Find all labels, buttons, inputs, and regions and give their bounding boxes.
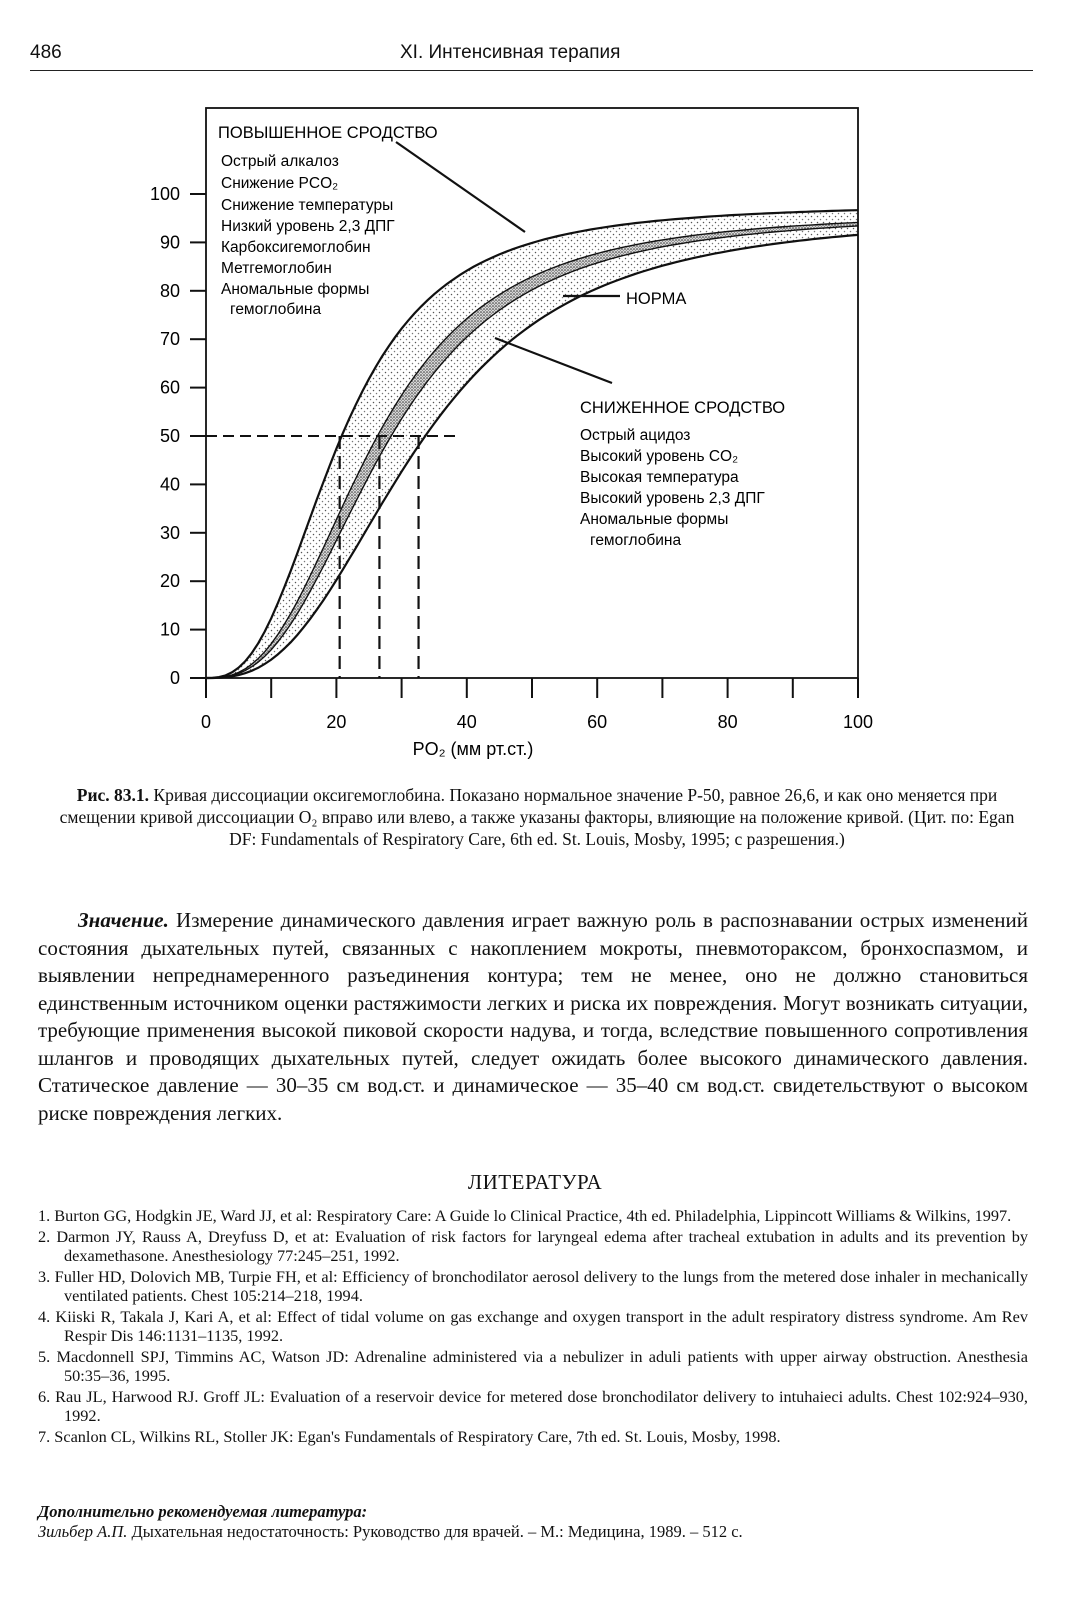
additional-literature-heading: Дополнительно рекомендуемая литература:	[38, 1502, 368, 1521]
page-header	[30, 38, 1033, 71]
oxyhemoglobin-dissociation-figure	[0, 95, 1070, 775]
reference-item: 5. Macdonnell SPJ, Timmins AC, Watson JD: Adrenaline administered via a nebulizer in aduli patients with upper airway obstruction. Anesthesia 50:35–36, 1995.	[38, 1346, 1028, 1385]
factor-text: Снижение температуры	[221, 197, 394, 214]
additional-literature-text: Дыхательная недостаточность: Руководство для врачей. – М.: Медицина, 1989. – 512 с.	[131, 1522, 743, 1541]
additional-literature	[38, 1502, 1028, 1542]
y-tick-label: 100	[149, 184, 180, 204]
decreased-affinity-leader	[495, 338, 612, 383]
additional-literature-author: Зильбер А.П.	[38, 1522, 128, 1541]
factor-text: гемоглобина	[590, 532, 682, 549]
figure-caption	[48, 784, 1026, 850]
x-tick-label: 60	[587, 712, 608, 732]
increased-affinity-leader	[396, 142, 525, 232]
y-tick-label: 10	[159, 619, 180, 640]
decreased-affinity-title: СНИЖЕННОЕ СРОДСТВО	[580, 399, 786, 417]
y-tick-label: 60	[159, 377, 180, 398]
factor-text: Метгемоглобин	[221, 260, 332, 277]
running-title: XI. Интенсивная терапия	[400, 42, 621, 63]
factor-text: Высокая температура	[580, 469, 739, 486]
factor-text: Карбоксигемоглобин	[221, 239, 371, 256]
factor-text: Высокий уровень 2,3 ДПГ	[580, 490, 765, 507]
references-list	[38, 1206, 1028, 1447]
caption-label: Рис. 83.1.	[76, 785, 150, 805]
dissociation-chart	[0, 95, 1070, 775]
x-axis-label: PO₂ (мм рт.ст.)	[412, 739, 534, 759]
factor-text: Высокий уровень CO₂	[580, 448, 739, 465]
paragraph-text: Измерение динамического давления играет важную роль в распознавании острых изменений состояния дыхательных путей, связанных с накоплением мокроты, пневмотораксом, бронхоспазмом, и выявлении непреднамеренного разъединения контура; тем не менее, оно не должно становиться единственным источником оценки растяжимости легких и риска их повреждения. Могут возникать ситуации, требующие применения высокой пиковой скорости надува, и тогда, вследствие повышенного сопротивления шлангов и проводящих дыхательных путей, следует ожидать более высокого динамического давления. Статическое давление — 30–35 см вод.ст. и динамическое — 35–40 см вод.ст. свидетельствуют о высоком риске повреждения легких.	[38, 908, 1028, 1125]
factor-text: Аномальные формы	[580, 511, 729, 528]
reference-item: 4. Kiiski R, Takala J, Kari A, et al: Effect of tidal volume on gas exchange and oxygen transport in the adult respiratory distress syndrome. Am Rev Respir Dis 146:1131–1135, 1992.	[38, 1306, 1028, 1345]
x-tick-label: 20	[326, 712, 347, 732]
body-paragraph	[38, 907, 1028, 1127]
reference-item: 2. Darmon JY, Rauss A, Dreyfuss D, et at: Evaluation of risk factors for laryngeal edema after tracheal extubation in adults and its prevention by dexamethasone. Anesthesiology 77:245–251, 1992.	[38, 1226, 1028, 1265]
factor-text: Снижение PCO₂	[221, 175, 339, 192]
decreased-affinity-factors	[580, 427, 765, 549]
y-tick-label: 70	[159, 329, 180, 350]
x-tick-label: 80	[717, 712, 738, 732]
references-heading: ЛИТЕРАТУРА	[467, 1170, 603, 1194]
x-tick-label: 40	[456, 712, 477, 732]
reference-item: 7. Scanlon CL, Wilkins RL, Stoller JK: Egan's Fundamentals of Respiratory Care, 7th ed. St. Louis, Mosby, 1998.	[38, 1426, 781, 1446]
norm-label: НОРМА	[626, 290, 687, 308]
y-tick-label: 90	[159, 232, 180, 253]
page-number: 486	[30, 42, 62, 63]
y-tick-label: 30	[159, 522, 180, 543]
x-tick-label: 100	[842, 712, 874, 732]
increased-affinity-factors	[221, 153, 395, 318]
reference-item: 1. Burton GG, Hodgkin JE, Ward JJ, et al: Respiratory Care: A Guide lo Clinical Practice, 4th ed. Philadelphia, Lippincott Williams & Wilkins, 1997.	[38, 1206, 1012, 1225]
factor-text: Острый ацидоз	[580, 427, 691, 444]
factor-text: Низкий уровень 2,3 ДПГ	[221, 218, 395, 235]
reference-item: 6. Rau JL, Harwood RJ. Groff JL: Evaluation of a reservoir device for metered dose bronchodilator delivery to intuhaieci adults. Chest 102:924–930, 1992.	[38, 1386, 1028, 1425]
factor-text: гемоглобина	[230, 301, 322, 318]
factor-text: Аномальные формы	[221, 281, 370, 298]
y-tick-label: 20	[159, 571, 180, 592]
reference-item: 3. Fuller HD, Dolovich MB, Turpie FH, et al: Efficiency of bronchodilator aerosol delivery to the lungs from the metered dose inhaler in mechanically ventilated patients. Chest 105:214–218, 1994.	[38, 1266, 1028, 1305]
paragraph-lead: Значение.	[78, 908, 169, 932]
y-tick-label: 0	[169, 668, 180, 688]
y-tick-label: 40	[159, 474, 180, 495]
y-tick-label: 80	[159, 280, 180, 301]
y-tick-label: 50	[159, 426, 180, 446]
x-tick-label: 0	[200, 712, 212, 732]
increased-affinity-title: ПОВЫШЕННОЕ СРОДСТВО	[218, 124, 438, 142]
factor-text: Острый алкалоз	[221, 153, 339, 170]
caption-text: Кривая диссоциации оксигемоглобина. Показано нормальное значение P-50, равное 26,6, и как оно меняется при смещении кривой диссоциации O₂ вправо или влево, а также указаны факторы, влияющие на положение кривой. (Цит. по: Egan DF: Fundamentals of Respiratory Care, 6th ed. St. Louis, Mosby, 1995; с разрешения.)	[59, 785, 1015, 849]
